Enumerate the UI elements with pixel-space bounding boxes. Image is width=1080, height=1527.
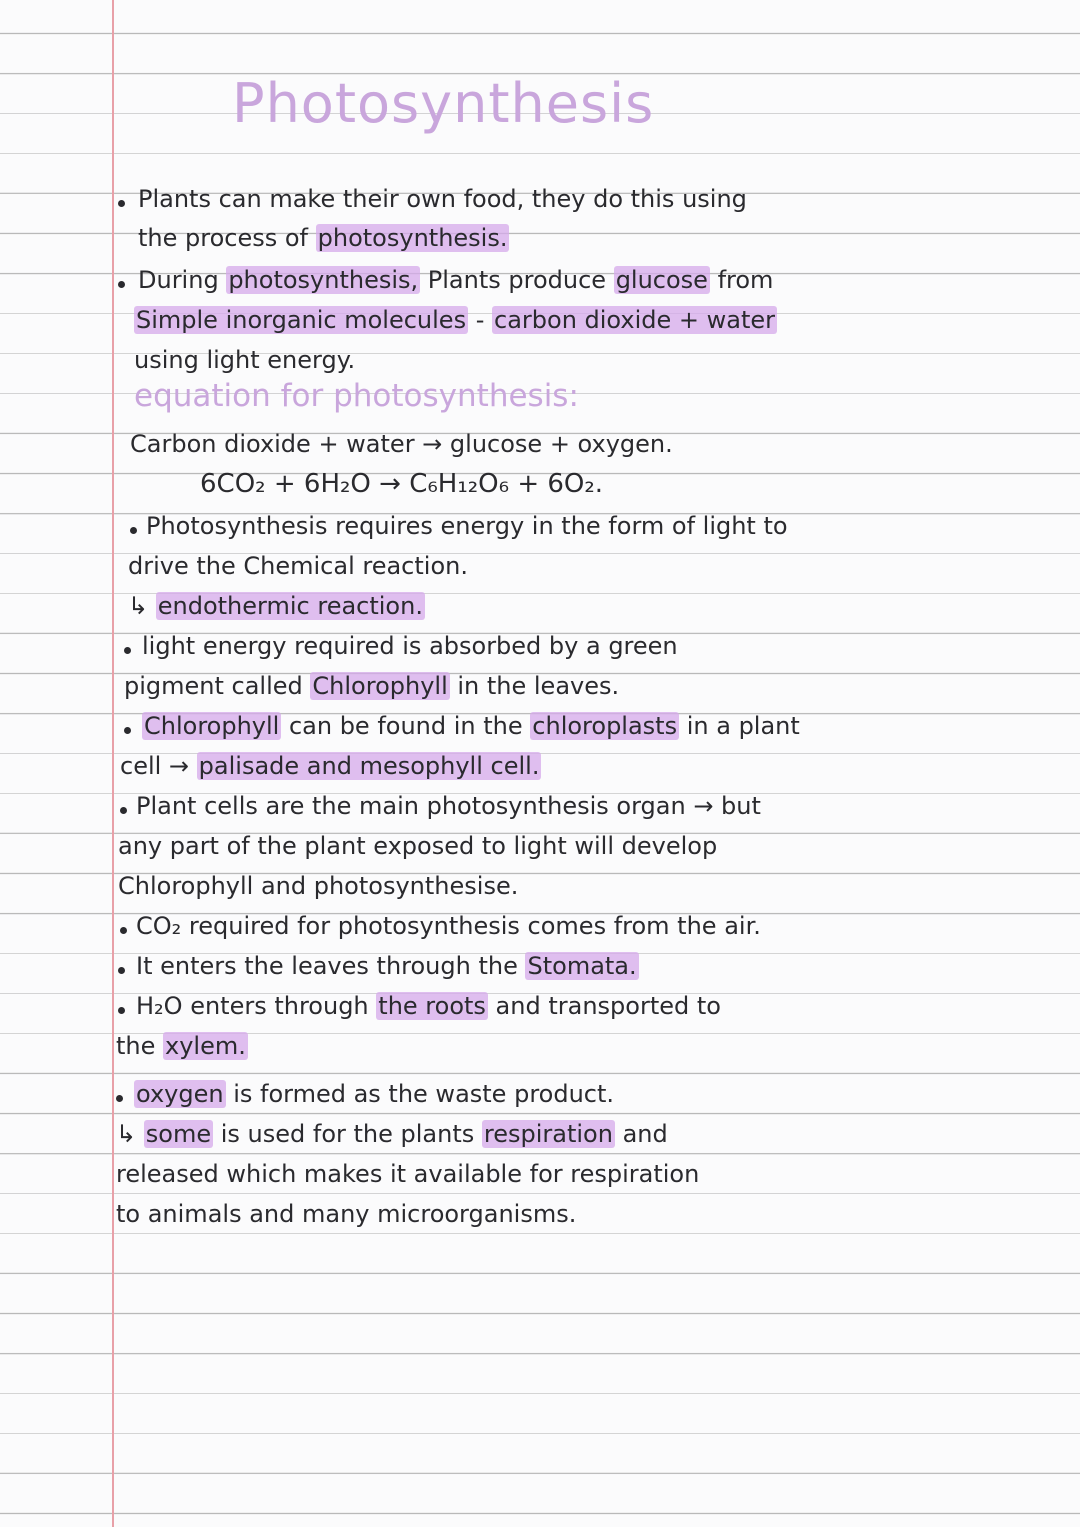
text-line: using light energy. bbox=[134, 346, 356, 374]
bullet bbox=[120, 927, 127, 934]
word-equation: Carbon dioxide + water → glucose + oxygen. bbox=[130, 430, 673, 458]
symbol-equation: 6CO₂ + 6H₂O → C₆H₁₂O₆ + 6O₂. bbox=[200, 469, 604, 499]
text-line: Plant cells are the main photosynthesis organ → but bbox=[136, 792, 761, 820]
bullet bbox=[118, 1007, 125, 1014]
text-line: During photosynthesis, Plants produce glucose from bbox=[138, 266, 774, 294]
text-line: cell → palisade and mesophyll cell. bbox=[120, 752, 540, 780]
margin-line bbox=[112, 0, 114, 1527]
text-line: oxygen is formed as the waste product. bbox=[136, 1080, 615, 1108]
bullet bbox=[130, 527, 137, 534]
text-line: light energy required is absorbed by a green bbox=[142, 632, 678, 660]
text-line: Chlorophyll can be found in the chloroplasts in a plant bbox=[144, 712, 800, 740]
text-line: ↳ endothermic reaction. bbox=[128, 592, 423, 620]
text-line: the process of photosynthesis. bbox=[138, 224, 508, 252]
bullet bbox=[124, 647, 131, 654]
equation-heading: equation for photosynthesis: bbox=[134, 378, 579, 414]
bullet bbox=[118, 967, 125, 974]
text-line: drive the Chemical reaction. bbox=[128, 552, 468, 580]
bullet bbox=[116, 1095, 123, 1102]
text-line: to animals and many microorganisms. bbox=[116, 1200, 577, 1228]
bullet bbox=[118, 281, 125, 288]
text-line: pigment called Chlorophyll in the leaves. bbox=[124, 672, 620, 700]
text-line: CO₂ required for photosynthesis comes from the air. bbox=[136, 912, 761, 940]
text-line: released which makes it available for respiration bbox=[116, 1160, 700, 1188]
bullet bbox=[124, 727, 131, 734]
text-line: Plants can make their own food, they do this using bbox=[138, 185, 747, 213]
text-line: ↳ some is used for the plants respiration and bbox=[116, 1120, 668, 1148]
text-line: H₂O enters through the roots and transported to bbox=[136, 992, 721, 1020]
text-line: Photosynthesis requires energy in the form of light to bbox=[146, 512, 788, 540]
text-line: Chlorophyll and photosynthesise. bbox=[118, 872, 519, 900]
page-title: Photosynthesis bbox=[232, 72, 655, 135]
bullet bbox=[120, 807, 127, 814]
text-line: the xylem. bbox=[116, 1032, 246, 1060]
text-line: Simple inorganic molecules - carbon dioxide + water bbox=[136, 306, 775, 334]
text-line: any part of the plant exposed to light will develop bbox=[118, 832, 718, 860]
text-line: It enters the leaves through the Stomata. bbox=[136, 952, 637, 980]
bullet bbox=[118, 200, 125, 207]
